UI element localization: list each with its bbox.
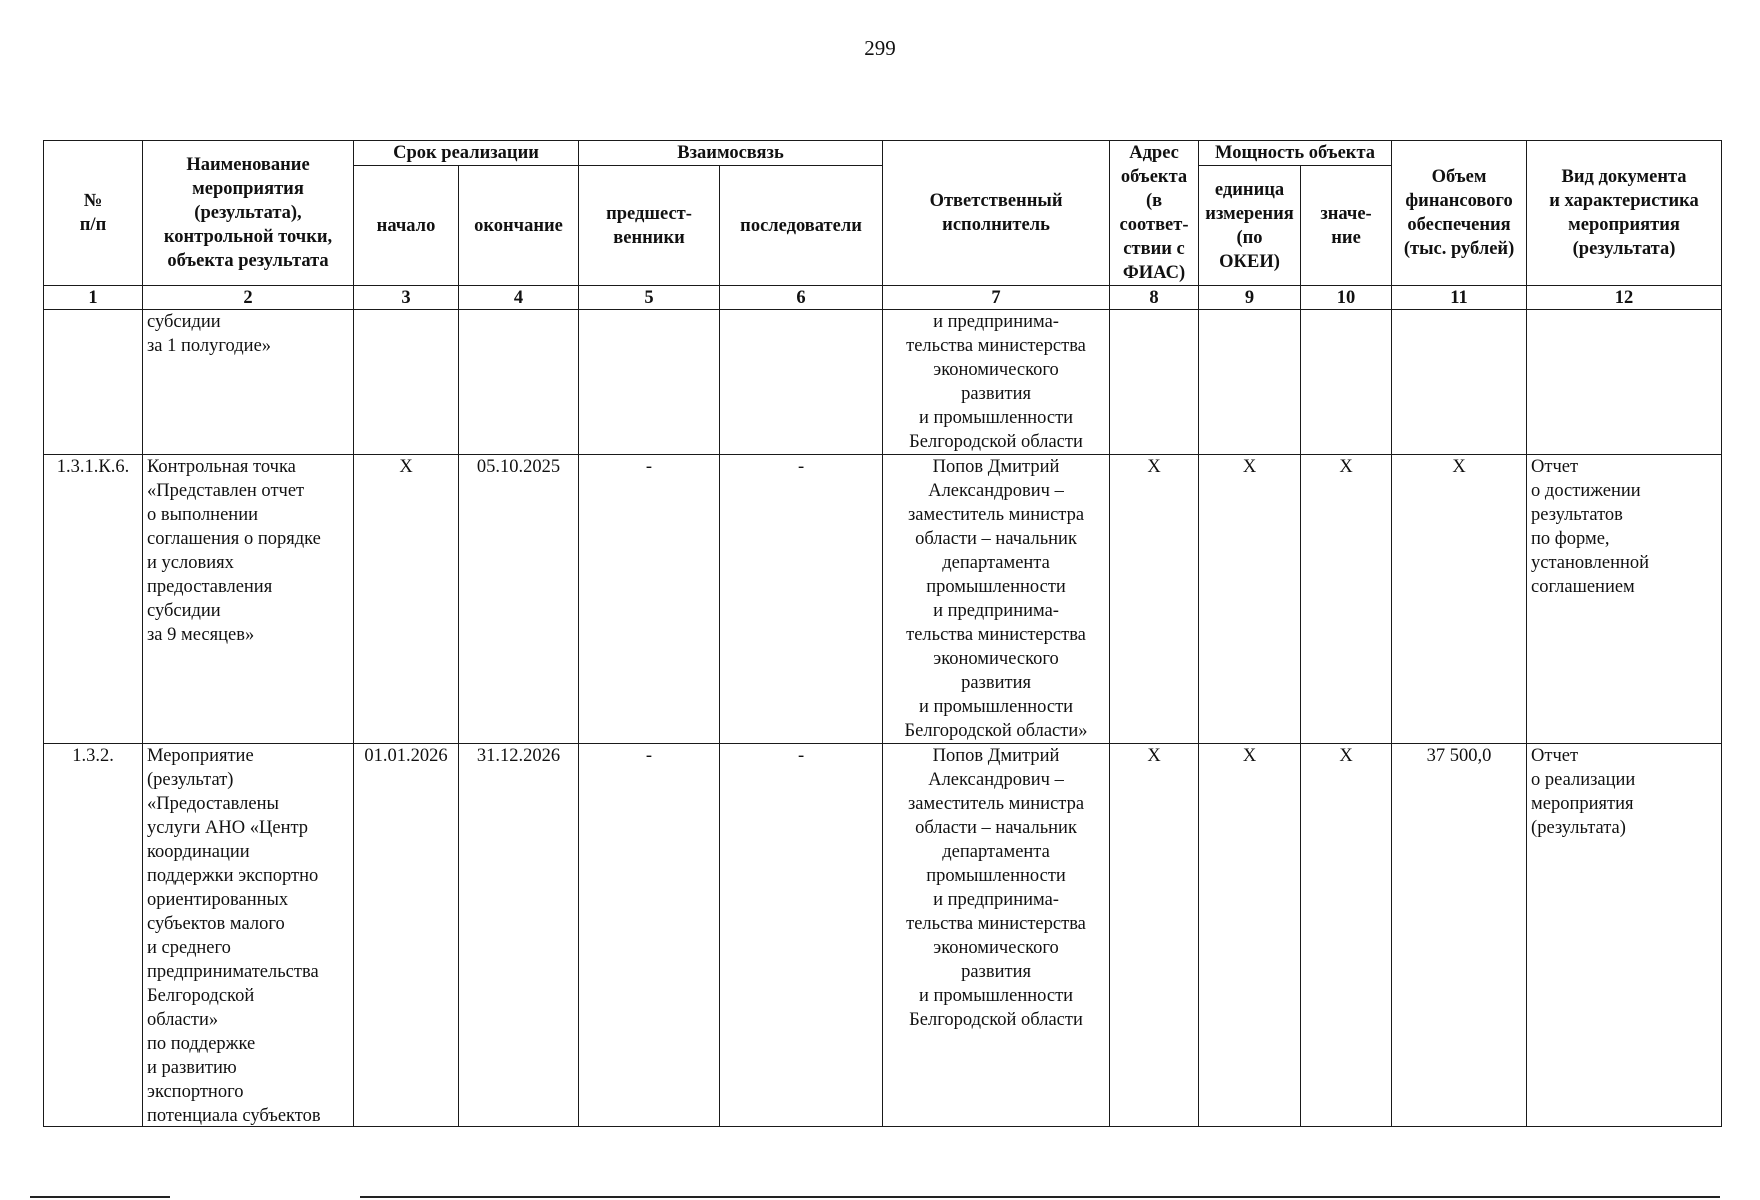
header-finance: Объем финансового обеспечения (тыс. рублей) — [1392, 141, 1527, 286]
cell-value — [1301, 310, 1392, 455]
cell-end: 31.12.2026 — [459, 744, 579, 1127]
footer-rule-left — [30, 1196, 170, 1198]
header-num: № п/п — [44, 141, 143, 286]
header-responsible: Ответственный исполнитель — [883, 141, 1110, 286]
header-capacity-group: Мощность объекта — [1199, 141, 1392, 166]
cell-name-wrapper — [143, 744, 354, 1127]
cell-successors — [720, 310, 883, 455]
column-number: 1 — [44, 286, 143, 310]
cell-doc: Отчет о реализации мероприятия (результата) — [1527, 744, 1722, 1127]
cell-responsible: и предпринима- тельства министерства экономического развития и промышленности Белгородской области — [883, 310, 1110, 455]
cell-value: X — [1301, 455, 1392, 744]
cell-responsible: Попов Дмитрий Александрович – заместитель министра области – начальник департамента промышленности и предпринима- тельства министерства экономического развития и промышленности Белгородской области» — [883, 455, 1110, 744]
column-number: 8 — [1110, 286, 1199, 310]
column-number: 9 — [1199, 286, 1301, 310]
cell-finance — [1392, 310, 1527, 455]
page-number: 299 — [864, 36, 896, 60]
column-number: 11 — [1392, 286, 1527, 310]
cell-num: 1.3.1.К.6. — [44, 455, 143, 744]
cell-end: 05.10.2025 — [459, 455, 579, 744]
cell-predecessors — [579, 310, 720, 455]
header-term-start: начало — [354, 166, 459, 286]
header-capacity-value: значе- ние — [1301, 166, 1392, 286]
table-row — [44, 310, 1722, 455]
cell-end — [459, 310, 579, 455]
header-link-group: Взаимосвязь — [579, 141, 883, 166]
cell-responsible: Попов Дмитрий Александрович – заместитель министра области – начальник департамента промышленности и предпринима- тельства министерства экономического развития и промышленности Белгородской области — [883, 744, 1110, 1127]
plan-table — [43, 140, 1722, 1127]
header-doc-type: Вид документа и характеристика мероприятия (результата) — [1527, 141, 1722, 286]
column-number-row — [44, 286, 1722, 310]
column-number: 4 — [459, 286, 579, 310]
header-link-pred: предшест- венники — [579, 166, 720, 286]
cell-unit — [1199, 310, 1301, 455]
cell-address: X — [1110, 744, 1199, 1127]
cell-finance: 37 500,0 — [1392, 744, 1527, 1127]
cell-value: X — [1301, 744, 1392, 1127]
cell-num: 1.3.2. — [44, 744, 143, 1127]
cell-predecessors: - — [579, 455, 720, 744]
cell-doc — [1527, 310, 1722, 455]
table-row — [44, 744, 1722, 1127]
header-capacity-unit: единица измерения (по ОКЕИ) — [1199, 166, 1301, 286]
cell-name: субсидии за 1 полугодие» — [143, 310, 354, 455]
column-number: 5 — [579, 286, 720, 310]
header-term-group: Срок реализации — [354, 141, 579, 166]
cell-unit: X — [1199, 455, 1301, 744]
cell-address: X — [1110, 455, 1199, 744]
cell-start — [354, 310, 459, 455]
header-link-succ: последователи — [720, 166, 883, 286]
header-term-end: окончание — [459, 166, 579, 286]
cell-name: Мероприятие (результат) «Предоставлены услуги АНО «Центр координации поддержки экспортно ориентированных субъектов малого и среднего предпринимательства Белгородской области» по поддержке и развитию экспортного потенциала субъектов — [147, 746, 321, 1126]
cell-num — [44, 310, 143, 455]
column-number: 10 — [1301, 286, 1392, 310]
column-number: 12 — [1527, 286, 1722, 310]
column-number: 3 — [354, 286, 459, 310]
cell-finance: X — [1392, 455, 1527, 744]
cell-start: 01.01.2026 — [354, 744, 459, 1127]
header-address: Адрес объекта (в соответ- ствии с ФИАС) — [1110, 141, 1199, 286]
table-row — [44, 455, 1722, 744]
cell-start: X — [354, 455, 459, 744]
cell-doc: Отчет о достижении результатов по форме, установленной соглашением — [1527, 455, 1722, 744]
cell-name: Контрольная точка «Представлен отчет о выполнении соглашения о порядке и условиях предоставления субсидии за 9 месяцев» — [143, 455, 354, 744]
column-number: 2 — [143, 286, 354, 310]
column-number: 7 — [883, 286, 1110, 310]
cell-unit: X — [1199, 744, 1301, 1127]
column-number: 6 — [720, 286, 883, 310]
footer-rule-right — [360, 1196, 1720, 1198]
header-name: Наименование мероприятия (результата), контрольной точки, объекта результата — [143, 141, 354, 286]
header-row-top — [44, 141, 1722, 166]
cell-address — [1110, 310, 1199, 455]
cell-successors: - — [720, 455, 883, 744]
cell-predecessors: - — [579, 744, 720, 1127]
cell-successors: - — [720, 744, 883, 1127]
